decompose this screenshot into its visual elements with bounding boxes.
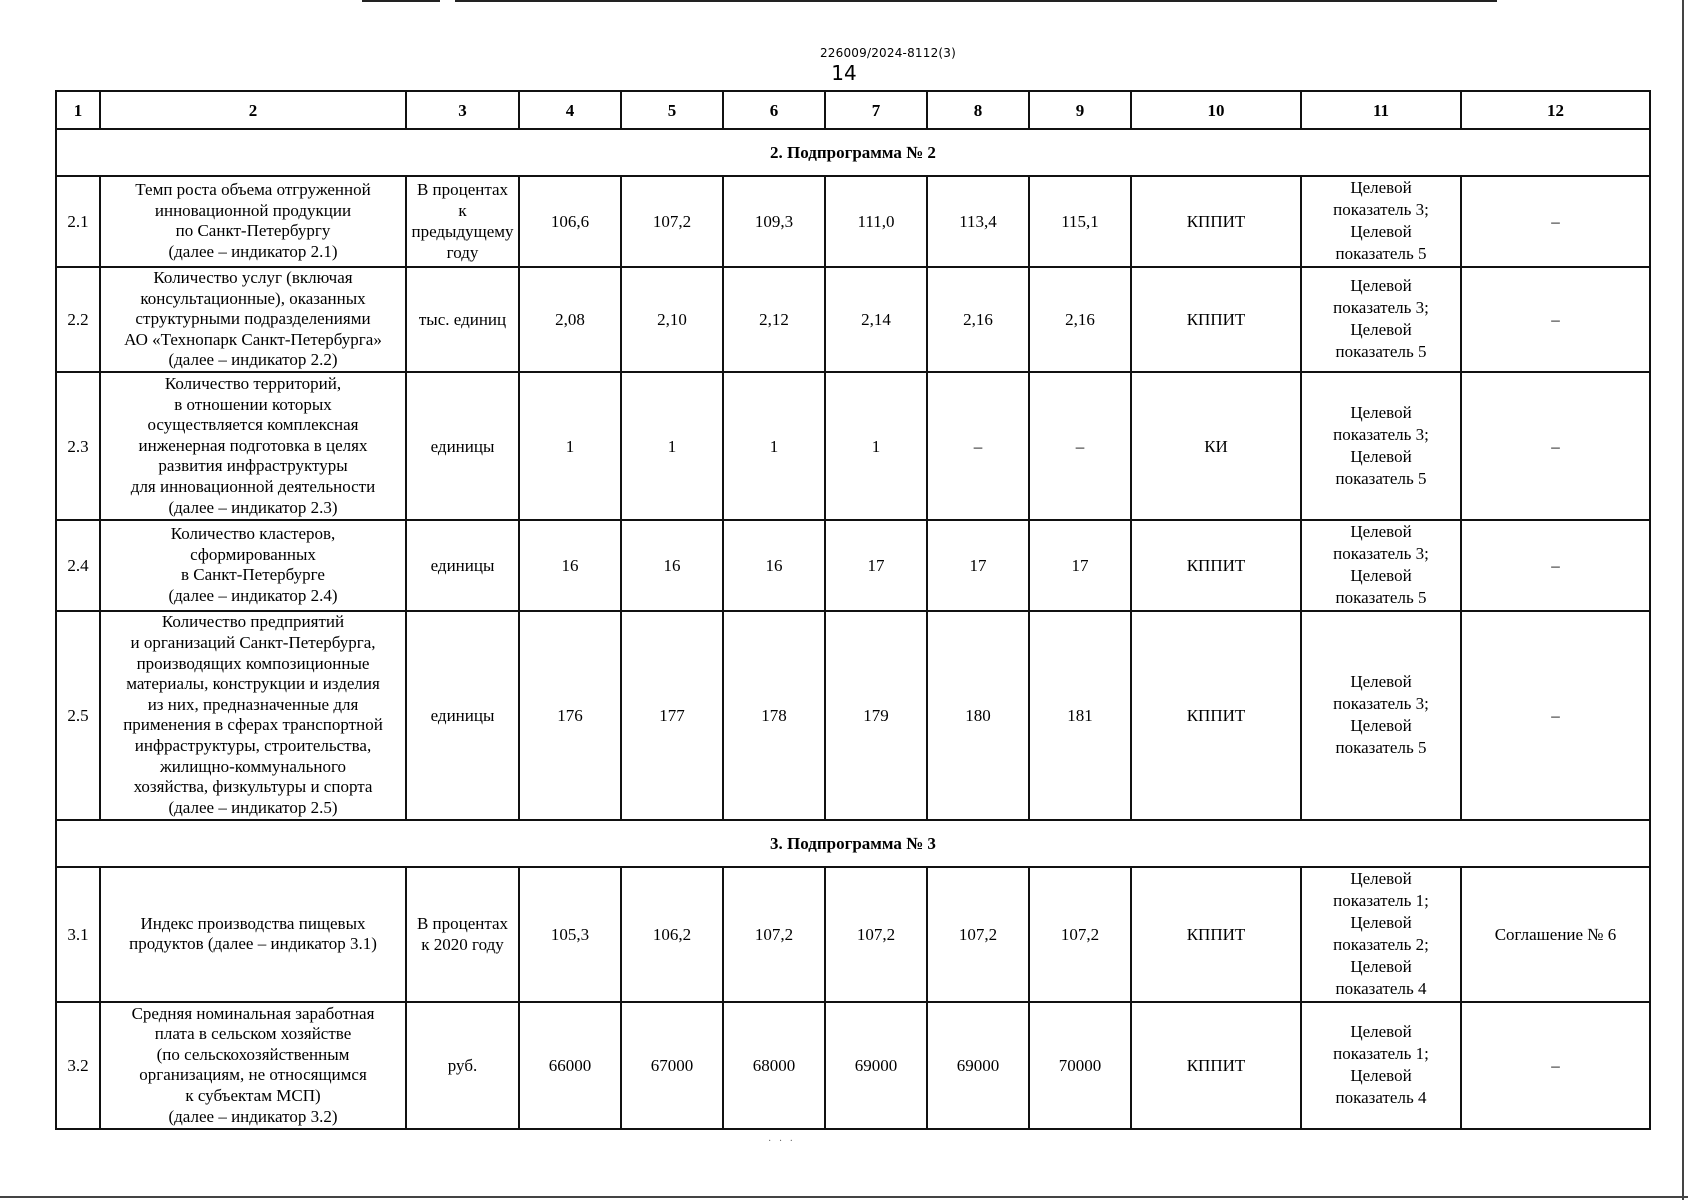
year-value: 69000 xyxy=(927,1002,1029,1129)
column-number: 9 xyxy=(1029,91,1131,129)
section-title: 3. Подпрограмма № 3 xyxy=(56,820,1650,866)
year-value: 2,08 xyxy=(519,267,621,373)
responsible-body: КППИТ xyxy=(1131,1002,1301,1129)
year-value: 107,2 xyxy=(1029,867,1131,1002)
target-indicators: Целевой показатель 1; Целевой показатель 2; Целевой показатель 4 xyxy=(1301,867,1461,1002)
section-header-row xyxy=(56,129,1650,175)
unit-of-measure: единицы xyxy=(406,372,519,519)
unit-of-measure: единицы xyxy=(406,611,519,821)
responsible-body: КППИТ xyxy=(1131,520,1301,611)
agreement: Соглашение № 6 xyxy=(1461,867,1650,1002)
indicator-code: 2.1 xyxy=(56,176,100,267)
column-number-row xyxy=(56,91,1650,129)
registration-number: 226009/2024-8112(3) xyxy=(819,46,957,60)
indicator-code: 3.1 xyxy=(56,867,100,1002)
agreement: – xyxy=(1461,611,1650,821)
year-value: 1 xyxy=(621,372,723,519)
table-row xyxy=(56,520,1650,611)
table-row xyxy=(56,176,1650,267)
indicator-code: 3.2 xyxy=(56,1002,100,1129)
scan-artifact-dots: · · · xyxy=(768,1136,793,1147)
top-rule-right xyxy=(455,0,1497,2)
column-number: 2 xyxy=(100,91,406,129)
target-indicators: Целевой показатель 3; Целевой показатель 5 xyxy=(1301,611,1461,821)
year-value: 68000 xyxy=(723,1002,825,1129)
indicator-code: 2.2 xyxy=(56,267,100,373)
year-value: 179 xyxy=(825,611,927,821)
responsible-body: КППИТ xyxy=(1131,267,1301,373)
indicator-code: 2.4 xyxy=(56,520,100,611)
year-value: – xyxy=(927,372,1029,519)
table-row xyxy=(56,267,1650,373)
target-indicators: Целевой показатель 3; Целевой показатель 5 xyxy=(1301,520,1461,611)
indicator-code: 2.5 xyxy=(56,611,100,821)
indicator-name: Количество услуг (включая консультационные), оказанных структурными подразделениями АО «Технопарк Санкт-Петербурга» (далее – индикатор 2.2) xyxy=(100,267,406,373)
agreement: – xyxy=(1461,267,1650,373)
year-value: 2,16 xyxy=(927,267,1029,373)
target-indicators: Целевой показатель 3; Целевой показатель 5 xyxy=(1301,176,1461,267)
column-number: 8 xyxy=(927,91,1029,129)
responsible-body: КИ xyxy=(1131,372,1301,519)
agreement: – xyxy=(1461,520,1650,611)
indicator-name: Количество предприятий и организаций Санкт-Петербурга, производящих композиционные материалы, конструкции и изделия из них, предназначенные для применения в сферах транспортной инфраструктуры, строительства, жилищно-коммунального хозяйства, физкультуры и спорта (далее – индикатор 2.5) xyxy=(100,611,406,821)
agreement: – xyxy=(1461,1002,1650,1129)
column-number: 1 xyxy=(56,91,100,129)
year-value: – xyxy=(1029,372,1131,519)
target-indicators: Целевой показатель 1; Целевой показатель 4 xyxy=(1301,1002,1461,1129)
year-value: 1 xyxy=(825,372,927,519)
section-header-row xyxy=(56,820,1650,866)
year-value: 1 xyxy=(723,372,825,519)
year-value: 2,10 xyxy=(621,267,723,373)
year-value: 181 xyxy=(1029,611,1131,821)
year-value: 177 xyxy=(621,611,723,821)
year-value: 109,3 xyxy=(723,176,825,267)
year-value: 107,2 xyxy=(927,867,1029,1002)
column-number: 5 xyxy=(621,91,723,129)
table-row xyxy=(56,1002,1650,1129)
year-value: 107,2 xyxy=(621,176,723,267)
responsible-body: КППИТ xyxy=(1131,176,1301,267)
year-value: 176 xyxy=(519,611,621,821)
agreement: – xyxy=(1461,176,1650,267)
year-value: 1 xyxy=(519,372,621,519)
scan-edge-bottom xyxy=(0,1196,1688,1198)
year-value: 107,2 xyxy=(825,867,927,1002)
column-number: 7 xyxy=(825,91,927,129)
scan-edge-right xyxy=(1682,0,1684,1200)
year-value: 70000 xyxy=(1029,1002,1131,1129)
year-value: 67000 xyxy=(621,1002,723,1129)
section-title: 2. Подпрограмма № 2 xyxy=(56,129,1650,175)
responsible-body: КППИТ xyxy=(1131,611,1301,821)
indicator-code: 2.3 xyxy=(56,372,100,519)
column-number: 6 xyxy=(723,91,825,129)
table-row xyxy=(56,867,1650,1002)
unit-of-measure: единицы xyxy=(406,520,519,611)
year-value: 17 xyxy=(927,520,1029,611)
year-value: 115,1 xyxy=(1029,176,1131,267)
top-rule-left xyxy=(362,0,440,2)
year-value: 17 xyxy=(1029,520,1131,611)
year-value: 106,2 xyxy=(621,867,723,1002)
column-number: 4 xyxy=(519,91,621,129)
year-value: 2,16 xyxy=(1029,267,1131,373)
year-value: 111,0 xyxy=(825,176,927,267)
responsible-body: КППИТ xyxy=(1131,867,1301,1002)
indicator-name: Темп роста объема отгруженной инновационной продукции по Санкт-Петербургу (далее – индикатор 2.1) xyxy=(100,176,406,267)
indicator-name: Количество территорий, в отношении которых осуществляется комплексная инженерная подготовка в целях развития инфраструктуры для инновационной деятельности (далее – индикатор 2.3) xyxy=(100,372,406,519)
year-value: 17 xyxy=(825,520,927,611)
page-number: 14 xyxy=(831,61,857,85)
year-value: 113,4 xyxy=(927,176,1029,267)
column-number: 10 xyxy=(1131,91,1301,129)
column-number: 12 xyxy=(1461,91,1650,129)
year-value: 16 xyxy=(621,520,723,611)
year-value: 16 xyxy=(723,520,825,611)
year-value: 106,6 xyxy=(519,176,621,267)
unit-of-measure: В процентах к 2020 году xyxy=(406,867,519,1002)
year-value: 16 xyxy=(519,520,621,611)
indicator-name: Средняя номинальная заработная плата в сельском хозяйстве (по сельскохозяйственным организациям, не относящимся к субъектам МСП) (далее – индикатор 3.2) xyxy=(100,1002,406,1129)
agreement: – xyxy=(1461,372,1650,519)
table-row xyxy=(56,611,1650,821)
year-value: 2,14 xyxy=(825,267,927,373)
column-number: 11 xyxy=(1301,91,1461,129)
year-value: 105,3 xyxy=(519,867,621,1002)
table-row xyxy=(56,372,1650,519)
year-value: 180 xyxy=(927,611,1029,821)
target-indicators: Целевой показатель 3; Целевой показатель 5 xyxy=(1301,267,1461,373)
indicator-name: Количество кластеров, сформированных в Санкт-Петербурге (далее – индикатор 2.4) xyxy=(100,520,406,611)
target-indicators: Целевой показатель 3; Целевой показатель 5 xyxy=(1301,372,1461,519)
year-value: 69000 xyxy=(825,1002,927,1129)
indicators-table xyxy=(55,90,1651,1130)
year-value: 2,12 xyxy=(723,267,825,373)
column-number: 3 xyxy=(406,91,519,129)
year-value: 107,2 xyxy=(723,867,825,1002)
unit-of-measure: руб. xyxy=(406,1002,519,1129)
year-value: 178 xyxy=(723,611,825,821)
unit-of-measure: В процентах к предыдущему году xyxy=(406,176,519,267)
unit-of-measure: тыс. единиц xyxy=(406,267,519,373)
year-value: 66000 xyxy=(519,1002,621,1129)
indicator-name: Индекс производства пищевых продуктов (далее – индикатор 3.1) xyxy=(100,867,406,1002)
